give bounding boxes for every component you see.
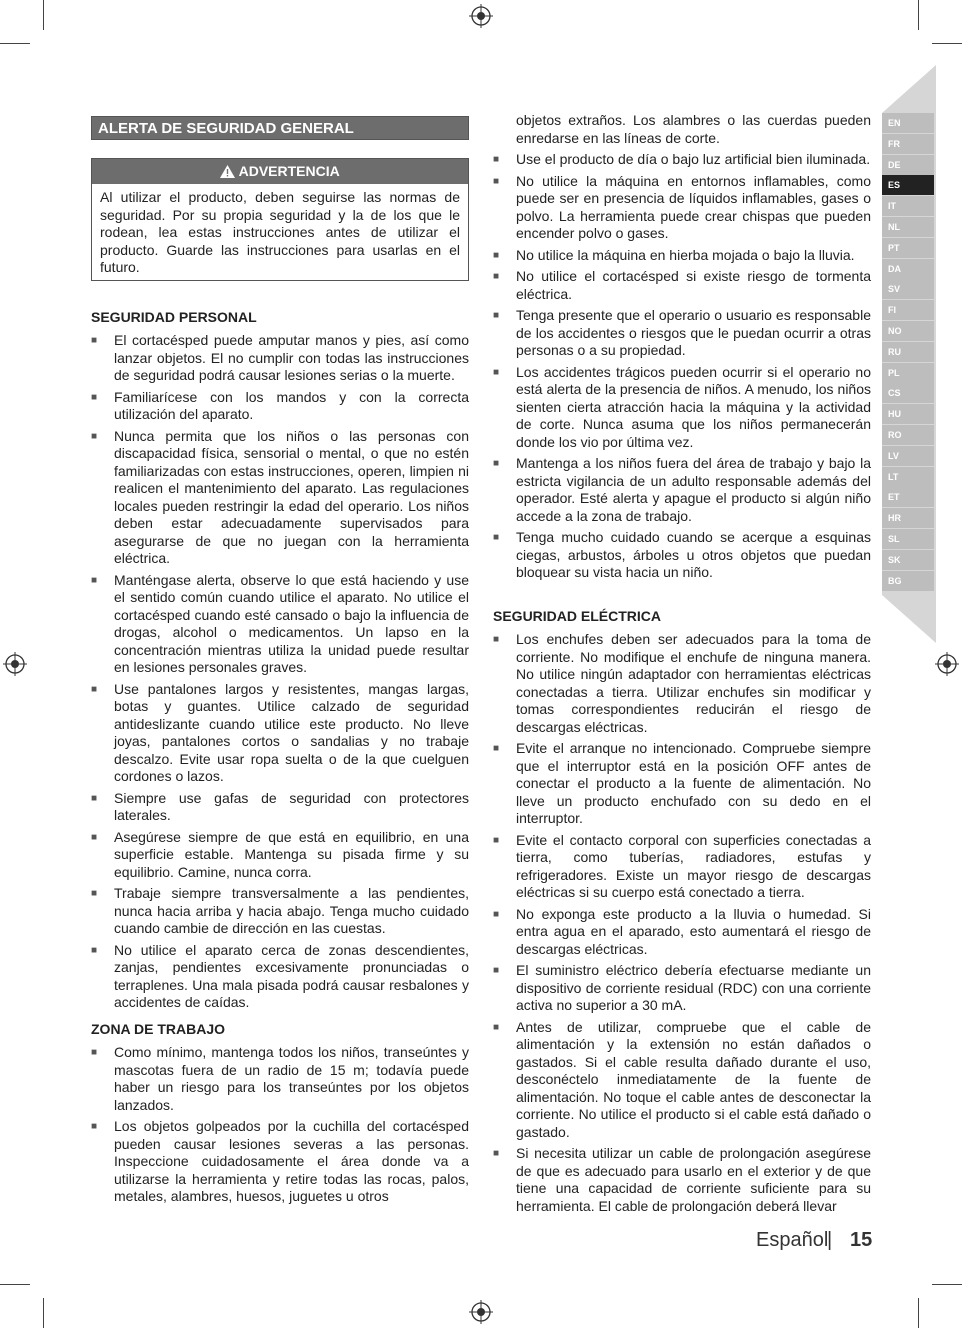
- list-item: ■ Asegúrese siempre de que está en equilibrio, en una superficie estable. Mantenga su pisada firme y su equilibrio. Camine, nunca corra.: [91, 829, 469, 882]
- registration-mark-icon: [3, 652, 27, 676]
- list-item: ■ Los enchufes deben ser adecuados para la toma de corriente. No modifique el enchufe de ninguna manera. No utilice ningún adaptador con herramientas eléctricas conectadas a tierra. Utilizar enchufes sin modificar y tomas correspondientes reducirán el riesgo de descargas eléctricas.: [493, 631, 871, 736]
- list-item: ■ Familiarícese con los mandos y con la correcta utilización del aparato.: [91, 389, 469, 424]
- list-item: ■ Si necesita utilizar un cable de prolongación asegúrese de que es adecuado para usarlo en el exterior y de que tiene una capacidad de corriente suficiente para su herramienta. El cable de prolongación deberá llevar: [493, 1145, 871, 1215]
- section-title: ALERTA DE SEGURIDAD GENERAL: [91, 116, 469, 140]
- crop-mark: [43, 1298, 44, 1328]
- list-item: ■ Use pantalones largos y resistentes, mangas largas, botas y guantes. Utilice calzado de seguridad antideslizante cuando utilice este producto. No lleve joyas, pantalones cortos o sandalias y no trabaje descalzo. Evite usar ropa suelta o de la que cuelguen cordones o lazos.: [91, 681, 469, 786]
- tab-fi[interactable]: FI: [882, 300, 934, 320]
- list-item: ■ Evite el arranque no intencionado. Compruebe siempre que el interruptor está en la posición OFF antes de conectar el producto a la fuente de alimentación. No lleve un producto enchufado con su dedo en el interruptor.: [493, 740, 871, 828]
- registration-mark-icon: [469, 4, 493, 28]
- list-item: ■ Los objetos golpeados por la cuchilla del cortacésped pueden causar lesiones severas a las personas. Inspeccione cuidadosamente el área donde va a utilizarse la herramienta y retire todas las rocas, palos, metales, alambres, huesos, juguetes u otros: [91, 1118, 469, 1206]
- footer-separator: |: [827, 1229, 833, 1251]
- electrical-safety-heading: SEGURIDAD ELÉCTRICA: [493, 608, 662, 624]
- warning-triangle-icon: [220, 165, 235, 178]
- crop-mark: [0, 43, 30, 44]
- tab-sl[interactable]: SL: [882, 529, 934, 549]
- list-item: ■ Antes de utilizar, compruebe que el cable de alimentación y la extensión no están dañados o gastados. Si el cable resulta dañado durante el uso, desconéctelo inmediatamente de la fuente de alimentación. No toque el cable antes de desconectar la corriente. No utilice el producto si el cable está dañado o gastado.: [493, 1019, 871, 1142]
- list-item: ■ Los accidentes trágicos pueden ocurrir si el operario no está alerta de la presencia de niños. A menudo, los niños sienten cierta atracción hacia la máquina y la actividad de corte. Nunca asuma que los niños permanecerán donde los vio por última vez.: [493, 364, 871, 452]
- crop-mark: [918, 0, 919, 30]
- tab-de[interactable]: DE: [882, 155, 934, 175]
- tab-fr[interactable]: FR: [882, 134, 934, 154]
- list-item: ■ Trabaje siempre transversalmente a las pendientes, nunca hacia arriba y hacia abajo. Tenga mucho cuidado cuando cambie de dirección en las cuestas.: [91, 885, 469, 938]
- list-item: ■ Siempre use gafas de seguridad con protectores laterales.: [91, 790, 469, 825]
- list-item: ■ No utilice la máquina en entornos inflamables, como puede ser en presencia de líquidos inflamables, gases o polvo. La herramienta puede crear chispas que pueden encender polvo o gases.: [493, 173, 871, 243]
- list-item: ■ Mantenga a los niños fuera del área de trabajo y bajo la estricta vigilancia de un adulto responsable además del operador. Esté alerta y apague el producto si algún niño accede a la zona de trabajo.: [493, 455, 871, 525]
- tab-cs[interactable]: CS: [882, 383, 934, 403]
- warning-text: Al utilizar el producto, deben seguirse las normas de seguridad. Por su propia seguridad y la de los que le rodean, lea estas instrucciones antes de utilizar el producto. Guarde las instrucciones para usarlas en el futuro.: [100, 189, 460, 275]
- list-item: ■ No utilice el aparato cerca de zonas descendientes, zanjas, pendientes excesivamente pronunciadas o terraplenes. Una mala pisada podrá causar resbalones y accidentes de caídas.: [91, 942, 469, 1012]
- tab-no[interactable]: NO: [882, 321, 934, 341]
- warning-box: [91, 158, 469, 281]
- tab-sv[interactable]: SV: [882, 279, 934, 299]
- tab-pt[interactable]: PT: [882, 238, 934, 258]
- tab-lt[interactable]: LT: [882, 467, 934, 487]
- tab-hr[interactable]: HR: [882, 508, 934, 528]
- tab-hu[interactable]: HU: [882, 404, 934, 424]
- list-item: ■ Tenga presente que el operario o usuario es responsable de los accidentes o riesgos que le puedan ocurrir a otras personas o a su propiedad.: [493, 307, 871, 360]
- list-item: ■ El cortacésped puede amputar manos y pies, así como lanzar objetos. El no cumplir con todas las instrucciones de seguridad podrá causar lesiones serias o la muerte.: [91, 332, 469, 385]
- crop-mark: [932, 1284, 962, 1285]
- electrical-safety-list: [493, 631, 871, 1219]
- list-item: ■ Como mínimo, mantenga todos los niños, transeúntes y mascotas fuera de un radio de 15 m; todavía puede haber un riesgo para los transeúntes por los objetos lanzados.: [91, 1044, 469, 1114]
- list-item: ■ Manténgase alerta, observe lo que está haciendo y use el sentido común cuando utilice el aparato. No utilice el cortacésped cuando esté cansado o bajo la influencia de drogas, alcohol o medicamentos. Un lapso en la concentración mientras utiliza la unidad puede resultar en lesiones personales graves.: [91, 572, 469, 677]
- crop-mark: [932, 43, 962, 44]
- personal-safety-heading: SEGURIDAD PERSONAL: [91, 309, 257, 325]
- tab-ro[interactable]: RO: [882, 425, 934, 445]
- warning-header: [92, 159, 468, 184]
- crop-mark: [0, 1284, 30, 1285]
- tab-es[interactable]: ES: [882, 175, 934, 195]
- tab-it[interactable]: IT: [882, 196, 934, 216]
- list-item: ■ Tenga mucho cuidado cuando se acerque a esquinas ciegas, arbustos, árboles u otros objetos que puedan bloquear su vista hacia un niño.: [493, 529, 871, 582]
- tab-et[interactable]: ET: [882, 487, 934, 507]
- registration-mark-icon: [935, 652, 959, 676]
- page-number: 15: [850, 1229, 873, 1251]
- work-area-heading: ZONA DE TRABAJO: [91, 1021, 226, 1037]
- tab-da[interactable]: DA: [882, 259, 934, 279]
- list-item-continued: objetos extraños. Los alambres o las cuerdas pueden enredarse en las líneas de corte.: [516, 112, 871, 146]
- list-item: ■ Nunca permita que los niños o las personas con discapacidad física, sensorial o mental, o que no estén familiarizadas con estas instrucciones, operen, limpien ni realicen el mantenimiento del aparato. Las regulaciones locales pueden restringir la edad del operario. Los niños deben estar adecuadamente supervisados para asegurarse de que no juegan con la herramienta eléctrica.: [91, 428, 469, 568]
- tab-nl[interactable]: NL: [882, 217, 934, 237]
- tab-sk[interactable]: SK: [882, 550, 934, 570]
- tab-pl[interactable]: PL: [882, 363, 934, 383]
- registration-mark-icon: [469, 1300, 493, 1324]
- list-item: ■ Evite el contacto corporal con superficies conectadas a tierra, como tuberías, radiadores, estufas y refrigeradores. Existe un mayor riesgo de descargas eléctricas si su cuerpo está conectado a tierra.: [493, 832, 871, 902]
- personal-safety-list: [91, 332, 469, 1016]
- list-item: ■ No utilice la máquina en hierba mojada o bajo la lluvia.: [493, 247, 871, 265]
- tab-lv[interactable]: LV: [882, 446, 934, 466]
- crop-mark: [918, 1298, 919, 1328]
- list-item: ■ No utilice el cortacésped si existe riesgo de tormenta eléctrica.: [493, 268, 871, 303]
- warning-title: ADVERTENCIA: [238, 163, 340, 179]
- language-tabs: [882, 113, 934, 591]
- list-item: ■ El suministro eléctrico debería efectuarse mediante un dispositivo de corriente residual (RDC) con una corriente activa no superior a 30 mA.: [493, 962, 871, 1015]
- crop-mark: [43, 0, 44, 30]
- list-item: ■ Use el producto de día o bajo luz artificial bien iluminada.: [493, 151, 871, 169]
- tab-ru[interactable]: RU: [882, 342, 934, 362]
- footer-language: Español: [756, 1229, 829, 1251]
- work-area-list-continued: [493, 112, 871, 586]
- tab-bg[interactable]: BG: [882, 571, 934, 591]
- work-area-list: [91, 1044, 469, 1210]
- list-item: ■ No exponga este producto a la lluvia o humedad. Si entra agua en el aparado, esto aumentará el riesgo de descargas eléctricas.: [493, 906, 871, 959]
- tab-en[interactable]: EN: [882, 113, 934, 133]
